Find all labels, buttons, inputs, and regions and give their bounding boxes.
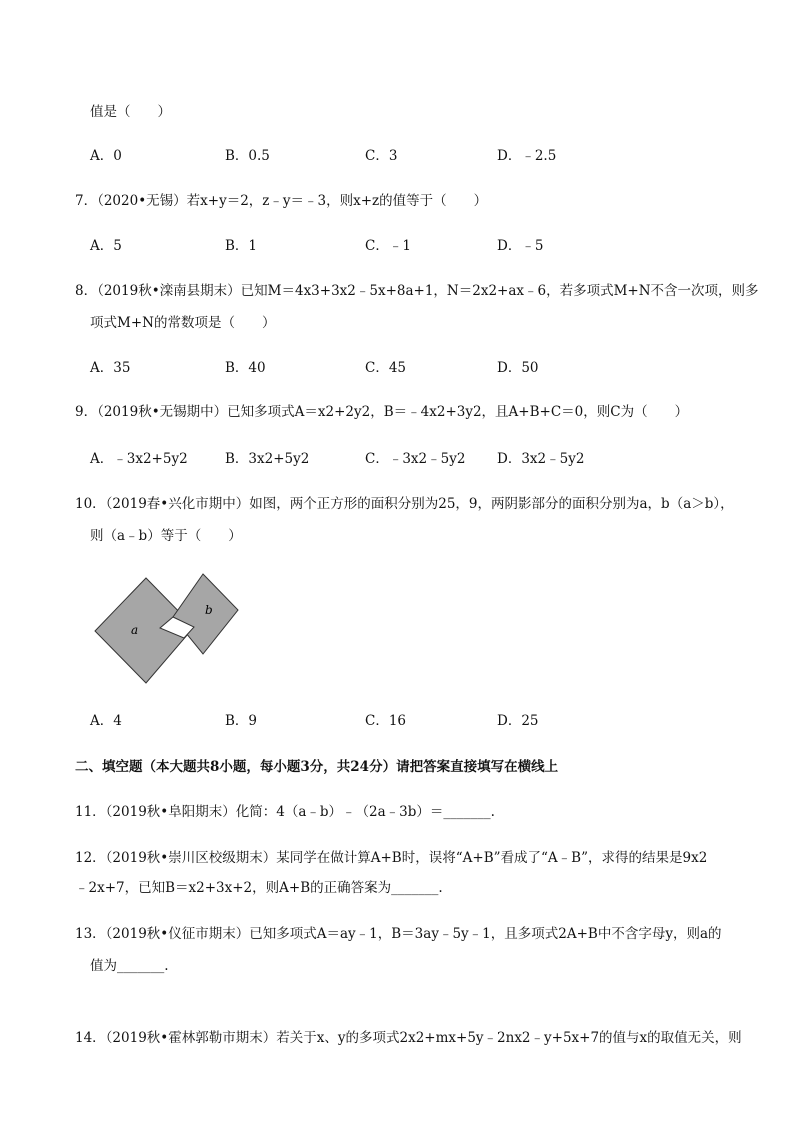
- q10-option-c: C．16: [365, 713, 407, 729]
- label-b: b: [205, 603, 213, 617]
- q14-stem-line1: 14．（2019秋•霍林郭勒市期末）若关于x、y的多项式2x2+mx+5y﹣2nx2﹣y+5x+7的值与x的取值无关，则: [75, 1030, 742, 1046]
- q8-option-c: C．45: [365, 360, 407, 376]
- q7-option-a: A．5: [90, 238, 122, 254]
- q6-option-c: C．3: [365, 148, 398, 164]
- q8-option-b: B．40: [225, 360, 266, 376]
- q11-stem: 11．（2019秋•阜阳期末）化简：4（a﹣b）﹣（2a﹣3b）＝_______.: [75, 804, 495, 820]
- section-heading: 二、填空题（本大题共8小题，每小题3分，共24分）请把答案直接填写在横线上: [75, 759, 559, 775]
- q6-option-a: A．0: [90, 148, 122, 164]
- q9-stem: 9．（2019秋•无锡期中）已知多项式A＝x2+2y2，B＝﹣4x2+3y2，且A+B+C＝0，则C为（ ）: [75, 404, 689, 420]
- two-squares-figure: [90, 570, 245, 688]
- q7-option-d: D．﹣5: [497, 238, 544, 254]
- q6-option-b: B．0.5: [225, 148, 270, 164]
- q12-stem-line1: 12．（2019秋•崇川区校级期末）某同学在做计算A+B时，误将“A+B”看成了“A﹣B”，求得的结果是9x2: [75, 850, 708, 866]
- q7-option-c: C．﹣1: [365, 238, 411, 254]
- q10-option-d: D．25: [497, 713, 539, 729]
- q10-option-a: A．4: [90, 713, 122, 729]
- q13-stem-line1: 13．（2019秋•仪征市期末）已知多项式A＝ay﹣1，B＝3ay﹣5y﹣1，且多项式2A+B中不含字母y，则a的: [75, 926, 722, 942]
- q9-option-d: D．3x2﹣5y2: [497, 451, 585, 467]
- label-a: a: [131, 623, 139, 637]
- q7-option-b: B．1: [225, 238, 258, 254]
- q9-option-b: B．3x2+5y2: [225, 451, 310, 467]
- q9-option-a: A．﹣3x2+5y2: [90, 451, 188, 467]
- q6-option-d: D．﹣2.5: [497, 148, 557, 164]
- q12-stem-line2: ﹣2x+7，已知B＝x2+3x+2，则A+B的正确答案为_______.: [75, 880, 443, 896]
- q6-continuation: 值是（ ）: [90, 104, 171, 120]
- q8-option-d: D．50: [497, 360, 539, 376]
- q10-stem-line2: 则（a﹣b）等于（ ）: [90, 528, 242, 544]
- q8-option-a: A．35: [90, 360, 131, 376]
- q13-stem-line2: 值为_______.: [90, 958, 169, 974]
- q9-option-c: C．﹣3x2﹣5y2: [365, 451, 466, 467]
- q8-stem-line1: 8．（2019秋•滦南县期末）已知M＝4x3+3x2﹣5x+8a+1，N＝2x2+ax﹣6，若多项式M+N不含一次项，则多: [75, 283, 759, 299]
- q10-stem-line1: 10．（2019春•兴化市期中）如图，两个正方形的面积分别为25，9，两阴影部分的面积分别为a，b（a＞b），: [75, 496, 734, 512]
- q8-stem-line2: 项式M+N的常数项是（ ）: [90, 315, 276, 331]
- q10-option-b: B．9: [225, 713, 258, 729]
- q7-stem: 7．（2020•无锡）若x+y＝2，z﹣y＝﹣3，则x+z的值等于（ ）: [75, 193, 488, 209]
